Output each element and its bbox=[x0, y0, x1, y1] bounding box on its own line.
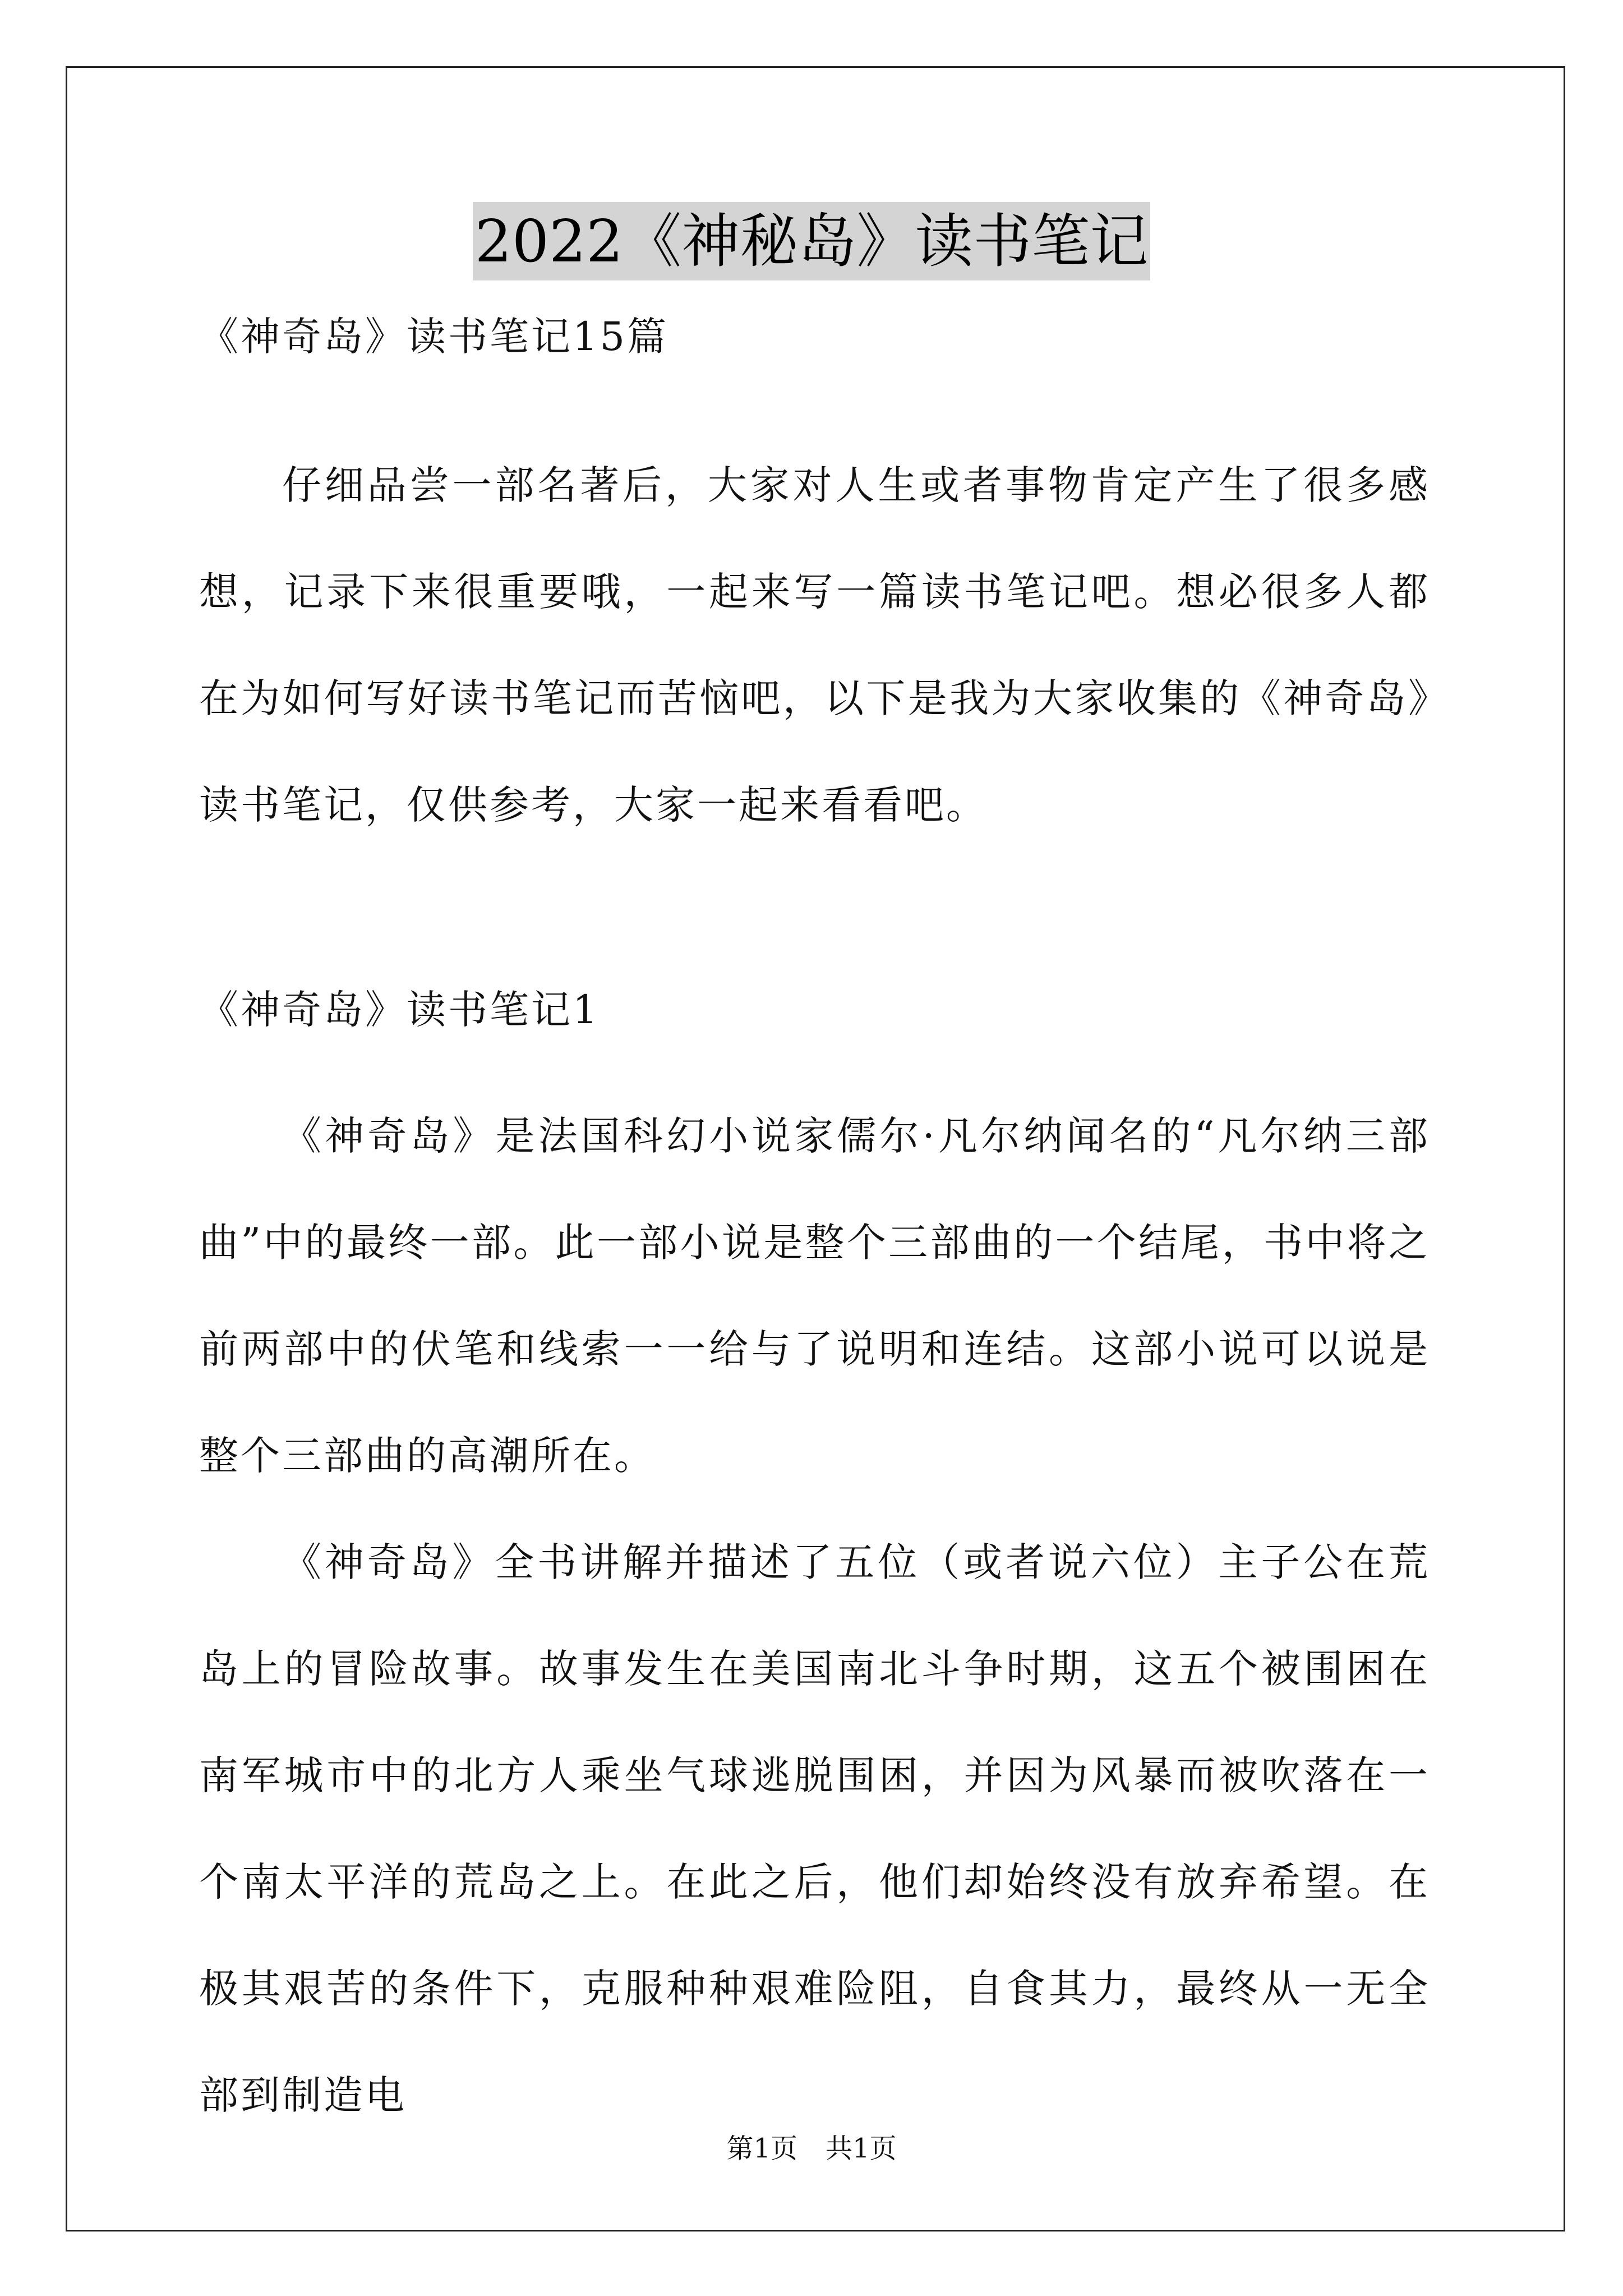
body-paragraph-1: 《神奇岛》是法国科幻小说家儒尔·凡尔纳闻名的“凡尔纳三部曲”中的最终一部。此一部小说是整个三部曲的一个结尾，书中将之前两部中的伏笔和线索一一给与了说明和连结。这部小说可以说是整个三部曲的高潮所在。 bbox=[199, 1113, 1430, 1479]
document-title: 2022《神秘岛》读书笔记 bbox=[473, 202, 1151, 280]
section-heading: 《神奇岛》读书笔记1 bbox=[199, 987, 600, 1033]
page-total: 共1页 bbox=[826, 2133, 897, 2164]
body-block bbox=[199, 1083, 1430, 2148]
intro-block bbox=[199, 432, 1430, 858]
body-paragraph-2: 《神奇岛》全书讲解并描述了五位（或者说六位）主子公在荒岛上的冒险故事。故事发生在美国南北斗争时期，这五个被围困在南军城市中的北方人乘坐气球逃脱围困，并因为风暴而被吹落在一个南太平洋的荒岛之上。在此之后，他们却始终没有放弃希望。在极其艰苦的条件下，克服种种艰难险阻，自食其力，最终从一无全部到制造电 bbox=[199, 1539, 1430, 2118]
intro-paragraph: 仔细品尝一部名著后，大家对人生或者事物肯定产生了很多感想，记录下来很重要哦，一起来写一篇读书笔记吧。想必很多人都在为如何写好读书笔记而苦恼吧，以下是我为大家收集的《神奇岛》读书笔记，仅供参考，大家一起来看看吧。 bbox=[199, 462, 1430, 828]
page-number: 第1页 bbox=[726, 2133, 797, 2164]
title-container bbox=[0, 202, 1623, 280]
page-footer bbox=[0, 2132, 1623, 2165]
subtitle: 《神奇岛》读书笔记15篇 bbox=[199, 314, 669, 360]
